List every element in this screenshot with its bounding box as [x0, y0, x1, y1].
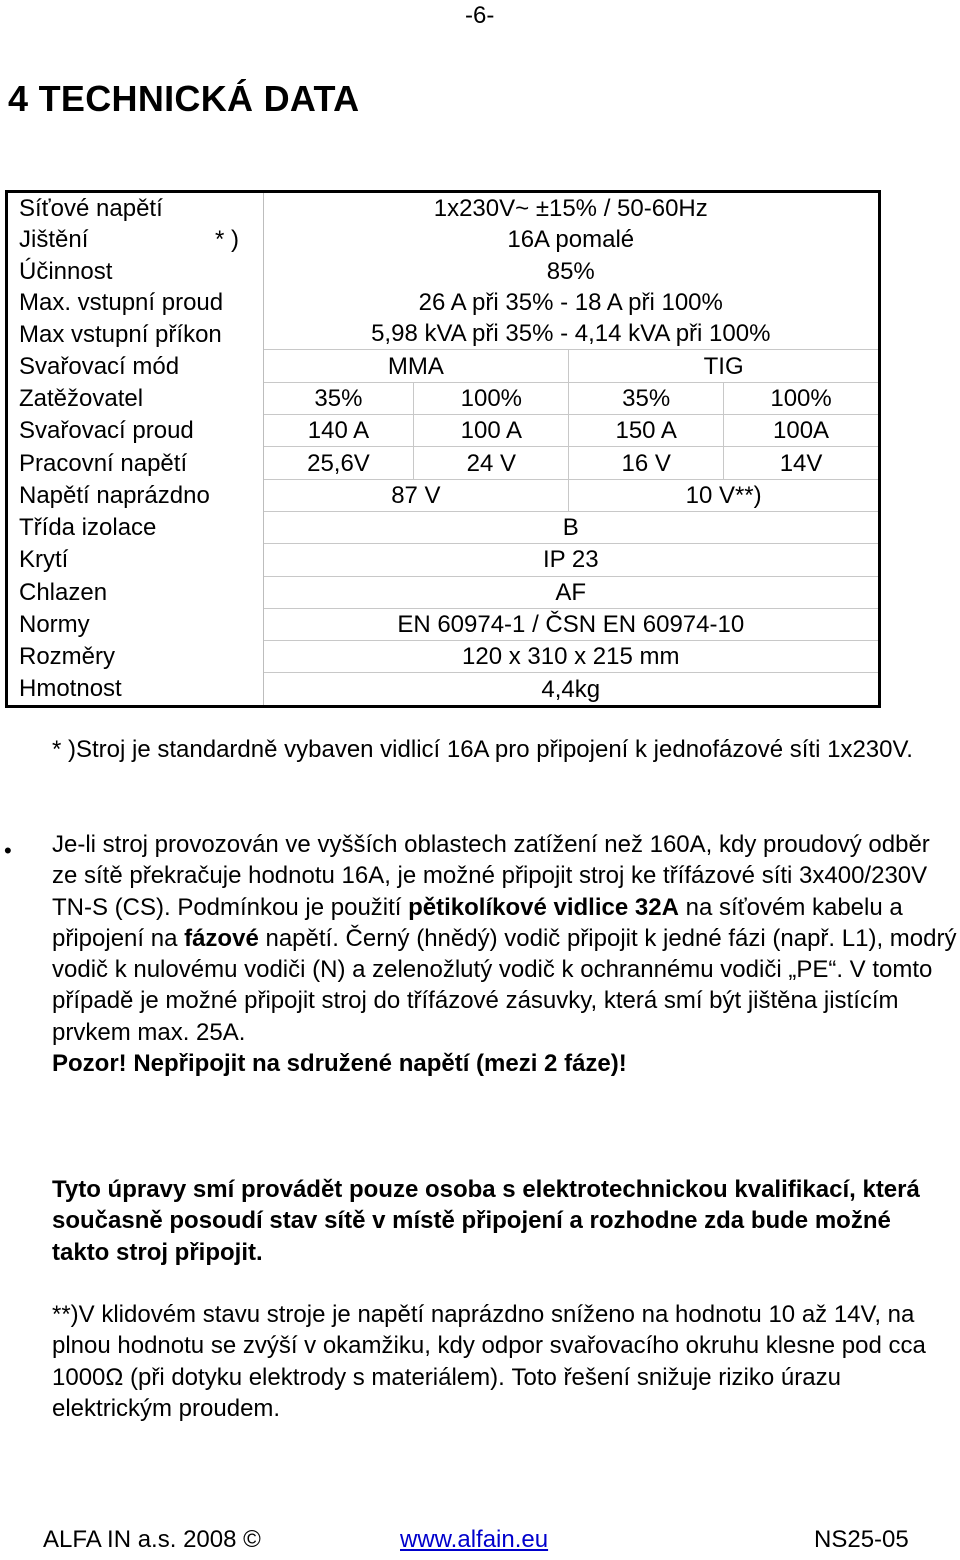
page-number: -6- — [465, 2, 495, 29]
table-row — [7, 350, 880, 382]
table-row — [7, 318, 880, 350]
row-value: 100A — [724, 415, 880, 447]
row-value: 24 V — [414, 447, 569, 479]
table-row — [7, 415, 880, 447]
table-row — [7, 447, 880, 479]
row-value: 140 A — [263, 415, 414, 447]
row-value: 25,6V — [263, 447, 414, 479]
row-value: 26 A při 35% - 18 A při 100% — [418, 289, 723, 317]
row-value: 100% — [414, 382, 569, 414]
row-value: 16A pomalé — [507, 226, 635, 254]
bullet-icon: • — [4, 838, 12, 863]
row-label: Max. vstupní proud — [7, 287, 264, 318]
row-value: 85% — [546, 257, 595, 285]
qualification-notice — [52, 1174, 952, 1268]
row-label: Krytí — [7, 544, 264, 576]
row-label: Normy — [7, 608, 264, 640]
row-label: Svařovací proud — [7, 415, 264, 447]
three-phase-instructions — [52, 829, 958, 1079]
row-value: 16 V — [569, 447, 724, 479]
footer-copyright: ALFA IN a.s. 2008 © — [43, 1526, 261, 1553]
instruction-bold: fázové — [184, 924, 259, 952]
section-heading: 4 TECHNICKÁ DATA — [8, 78, 360, 119]
row-value: B — [263, 511, 880, 543]
row-label: Síťové napětí — [7, 192, 264, 225]
footer-doc-code: NS25-05 — [814, 1526, 909, 1553]
row-label: Účinnost — [7, 256, 264, 287]
table-row — [7, 641, 880, 673]
row-value: 120 x 310 x 215 mm — [263, 641, 880, 673]
table-row — [7, 673, 880, 706]
table-row — [7, 287, 880, 318]
row-label: Max vstupní příkon — [7, 318, 264, 350]
table-row — [7, 479, 880, 511]
row-value: 4,4kg — [263, 673, 880, 706]
table-row — [7, 608, 880, 640]
technical-data-table — [5, 190, 881, 708]
row-label: Chlazen — [7, 576, 264, 608]
row-label: Napětí naprázdno — [7, 479, 264, 511]
row-value: 100 A — [414, 415, 569, 447]
row-label: Rozměry — [7, 641, 264, 673]
row-label — [7, 224, 264, 255]
instruction-text: na síťovém kabelu a připojení na — [52, 893, 903, 952]
open-circuit-footnote: **)V klidovém stavu stroje je napětí naprázdno sníženo na hodnotu 10 až 14V, na plnou hodnotu se zvýší v okamžiku, kdy odpor svařovacího okruhu klesne pod cca 1000Ω (při dotyku elektrody s materiálem). Toto řešení snižuje riziko úrazu elektrickým proudem. — [52, 1301, 926, 1422]
instruction-text: napětí. Černý (hnědý) vodič připojit k jedné fázi (např. L1), modrý vodič k nulovému vodiči (N) a zelenožlutý vodič k ochrannému vodiči „PE“. V tomto případě je možné připojit stroj do třífázové zásuvky, která smí být jištěna jistícím prvkem max. 25A. — [52, 924, 957, 1046]
row-value: MMA — [263, 350, 569, 382]
row-value: AF — [263, 576, 880, 608]
row-value: 1x230V~ ±15% / 50-60Hz — [433, 195, 708, 223]
fuse-footnote: * )Stroj je standardně vybaven vidlicí 16A pro připojení k jednofázové síti 1x230V. — [52, 736, 913, 763]
footnote-marker: * ) — [215, 226, 239, 254]
footer-website-link[interactable]: www.alfain.eu — [400, 1526, 549, 1553]
row-value: 5,98 kVA při 35% - 4,14 kVA při 100% — [371, 320, 771, 348]
table-row — [7, 224, 880, 255]
table-row — [7, 192, 880, 225]
table-row — [7, 544, 880, 576]
table-row — [7, 511, 880, 543]
table-row — [7, 576, 880, 608]
row-label: Hmotnost — [7, 673, 264, 706]
qualification-text: Tyto úpravy smí provádět pouze osoba s elektrotechnickou kvalifikací, která současně posoudí stav sítě v místě připojení a rozhodne zda bude možné takto stroj připojit. — [52, 1176, 920, 1266]
page-footer — [0, 1526, 960, 1560]
row-label: Zatěžovatel — [7, 382, 264, 414]
row-value: EN 60974-1 / ČSN EN 60974-10 — [263, 608, 880, 640]
fuse-label: Jištění — [19, 226, 89, 254]
instruction-bold: pětikolíkové vidlice 32A — [408, 893, 679, 921]
table-row — [7, 256, 880, 287]
row-value: 35% — [263, 382, 414, 414]
row-value: 100% — [724, 382, 880, 414]
instruction-text: Je-li stroj provozován ve vyšších oblastech zatížení než 160A, kdy proudový odběr ze sítě překračuje hodnotu 16A, je možné připojit stroj ke třífázové síti 3x400/230V TN-S (CS). Podmínkou je použití — [52, 831, 930, 921]
row-value: 10 V**) — [569, 479, 880, 511]
row-label: Svařovací mód — [7, 350, 264, 382]
row-value: 14V — [724, 447, 880, 479]
row-label: Třída izolace — [7, 511, 264, 543]
row-value: 35% — [569, 382, 724, 414]
row-label: Pracovní napětí — [7, 447, 264, 479]
row-value: 87 V — [263, 479, 569, 511]
row-value: 150 A — [569, 415, 724, 447]
row-value: TIG — [569, 350, 880, 382]
table-row — [7, 382, 880, 414]
warning-text: Pozor! Nepřipojit na sdružené napětí (mezi 2 fáze)! — [52, 1050, 627, 1078]
row-value: IP 23 — [263, 544, 880, 576]
